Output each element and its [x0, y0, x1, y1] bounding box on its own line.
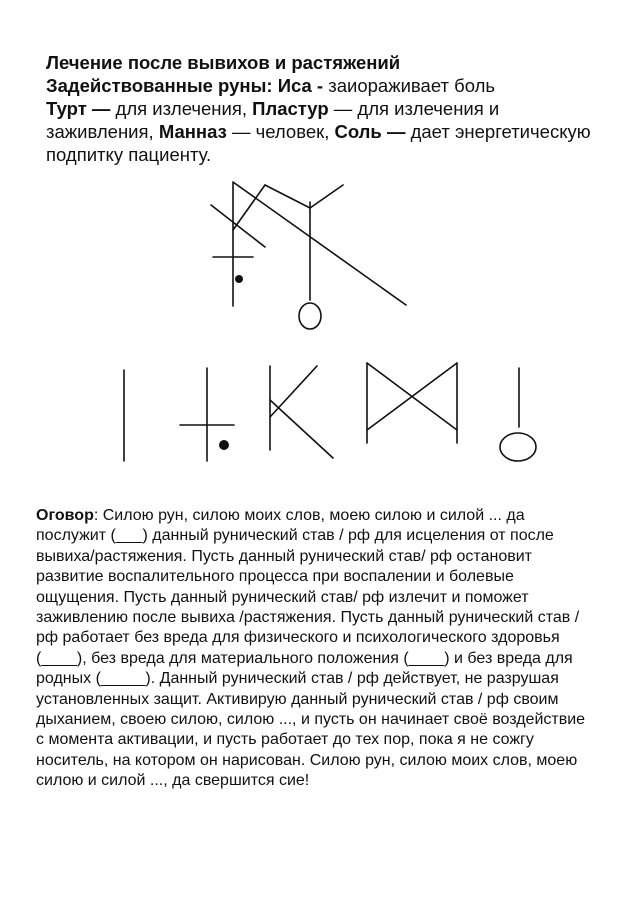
turt-dot: [235, 275, 243, 283]
rune-name-turt: Турт —: [46, 98, 111, 119]
rune-desc-sol: дает энергетическую подпитку пациенту.: [46, 121, 591, 165]
rune-name-plastur: Пластур: [252, 98, 329, 119]
rune-plastur: [270, 366, 333, 458]
rune-desc-mannaz: — человек,: [226, 121, 335, 142]
runes-row: [0, 362, 640, 472]
rune-name-isa: Иса -: [277, 75, 324, 96]
runes-label: Задействованные руны:: [46, 75, 273, 96]
rune-desc-turt: для излечения,: [110, 98, 253, 119]
rune-mannaz: [367, 363, 457, 443]
rune-sol: [500, 368, 536, 461]
spell-label: Оговор: [36, 507, 94, 524]
mannaz-cross-a: [265, 185, 310, 208]
mannaz-peak-right: [310, 185, 343, 208]
header: [46, 51, 606, 166]
rune-name-mannaz: Манназ: [158, 121, 227, 142]
rune-name-sol: Соль —: [334, 121, 406, 142]
spell-text: [36, 506, 596, 792]
rune-desc-isa: заиораживает боль: [323, 75, 496, 96]
spell-body: : Силою рун, силою моих слов, моею силою и силой ... да послужит (___) данный рунический став / рф для исцеления от после вывиха/растяжения. Пусть данный рунический став/ рф остановит развитие воспалительного процесса при воспалении и болевые ощущения. Пусть данный рунический став/ рф излечит и поможет заживлению после вывиха /растяжения. Пусть данный рунический став / рф работает без вреда для физического и психологического здоровья (____), без вреда для материального положения (____) и без вреда для родных (_____). Данный рунический став / рф действует, не разрушая установленных защит. Активирую данный рунический став / рф своим дыханием, своею силою, силою ..., и пусть он начинает своё воздействие с момента активации, и пусть работает до тех пор, пока я не сожгу носитель, на котором он нарисован. Силою рун, силою моих слов, моею силою и силой ..., да свершится сие!: [36, 507, 586, 790]
plastur-left: [211, 205, 265, 247]
rune-desc-plastur: — для излечения и заживления,: [46, 98, 500, 142]
rune-turt-dot: [219, 440, 229, 450]
title: Лечение после вывихов и растяжений: [46, 52, 401, 73]
sol-circle: [299, 303, 321, 329]
mannaz-peak-left: [233, 185, 265, 230]
